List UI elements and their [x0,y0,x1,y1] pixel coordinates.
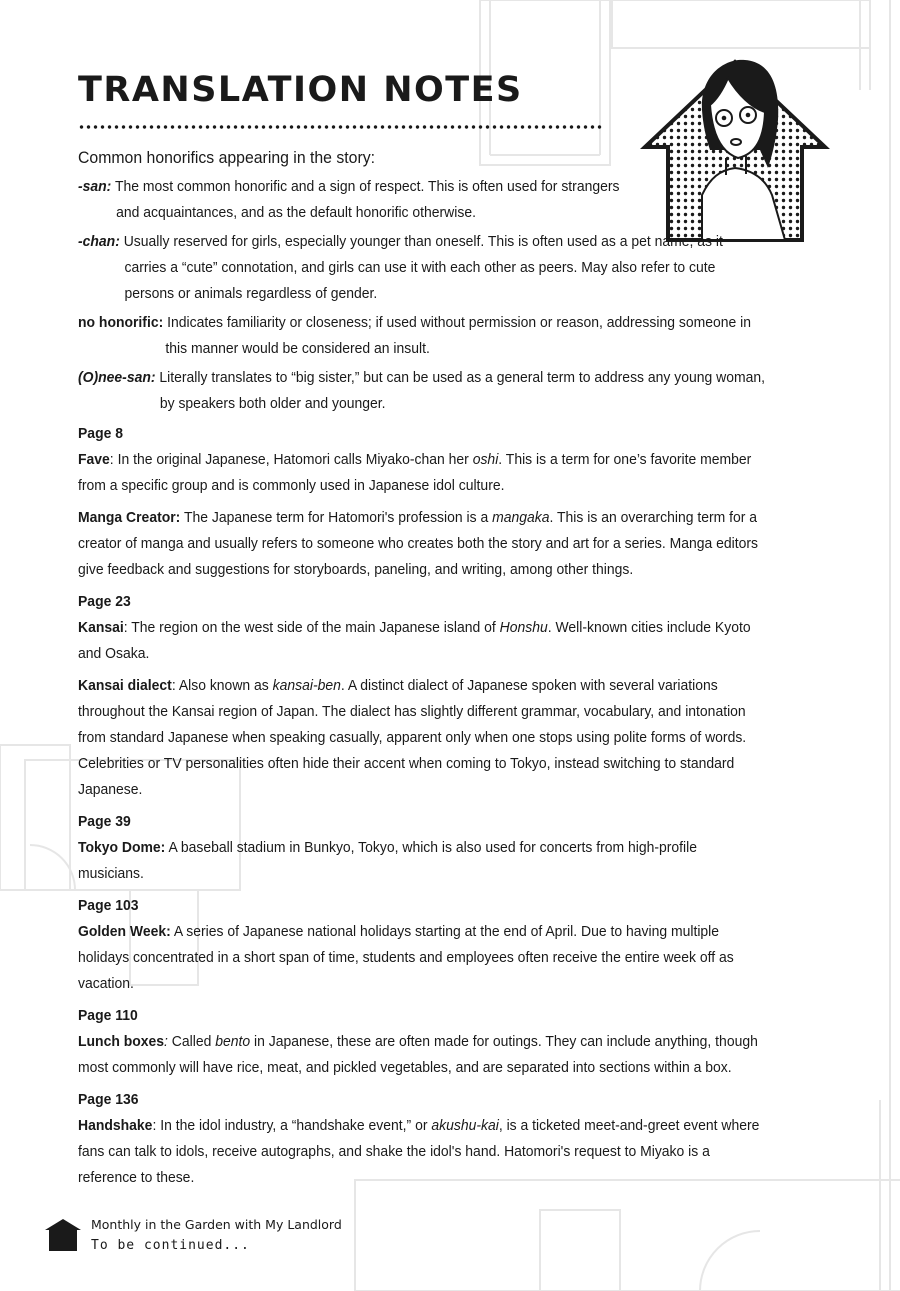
note-kansai: Kansai: The region on the west side of the main Japanese island of Honshu. Well-known cities include Kyoto and Osaka. [78,619,751,662]
section-page-39 [78,809,766,887]
to-be-continued: To be continued... [91,1238,250,1253]
section-page-136 [78,1087,766,1191]
note-manga-creator: Manga Creator: The Japanese term for Hatomori's profession is a mangaka. This is an overarching term for a creator of manga and usually refers to someone who creates both the story and art for a series. Manga editors give feedback and suggestions for storyboards, paneling, and writing, among other things. [78,509,759,578]
notes-content [78,148,766,1197]
honorific-entry [78,229,766,307]
honorific-term: (O)nee-san: [78,369,156,386]
page-label: Page 103 [78,897,139,914]
section-page-23 [78,589,766,803]
series-title: Monthly in the Garden with My Landlord [91,1217,342,1232]
dotted-divider [78,124,602,130]
note-tokyo-dome: Tokyo Dome: A baseball stadium in Bunkyo, Tokyo, which is also used for concerts from high-profile musicians. [78,839,698,882]
note-term: Kansai dialect [78,677,172,694]
note-term: Manga Creator: [78,509,181,526]
honorific-text: Usually reserved for girls, especially younger than oneself. This is often used as a pet name, as it carries a “cute” connotation, and girls can use it with each other as peers. May also refer to cute persons or animals regardless of gender. [123,233,723,302]
page-label: Page 23 [78,593,131,610]
page-label: Page 39 [78,813,131,830]
note-term: Handshake [78,1117,153,1134]
honorific-text: Indicates familiarity or closeness; if used without permission or reason, addressing someone in this manner would be considered an insult. [165,314,751,357]
page-title: TRANSLATION NOTES [78,70,523,110]
honorific-entry [78,174,632,226]
honorific-text: Literally translates to “big sister,” but can be used as a general term to address any young woman, by speakers both older and younger. [159,369,765,412]
note-term: Kansai [78,619,124,636]
honorific-entry [78,365,766,417]
honorific-term: -san: [78,178,112,195]
honorific-entry [78,310,766,362]
honorific-text: The most common honorific and a sign of respect. This is often used for strangers and acquaintances, and as the default honorific otherwise. [114,178,620,221]
note-lunch-boxes: Lunch boxes: Called bento in Japanese, these are often made for outings. They can include anything, though most commonly will have rice, meat, and pickled vegetables, and are separated into sections within a box. [78,1033,758,1076]
page-label: Page 8 [78,425,123,442]
page-label: Page 110 [78,1007,138,1024]
section-page-8 [78,421,766,583]
note-fave: Fave: In the original Japanese, Hatomori calls Miyako-chan her oshi. This is a term for one’s favorite member from a specific group and is commonly used in Japanese idol culture. [78,451,752,494]
section-page-110 [78,1003,766,1081]
note-term: Golden Week: [78,923,171,940]
honorifics-list [78,174,766,417]
section-page-103 [78,893,766,997]
note-handshake: Handshake: In the idol industry, a “handshake event,” or akushu-kai, is a ticketed meet-and-greet event where fans can talk to idols, receive autographs, and shake the idol's hand. Hatomori's request to Miyako is a reference to these. [78,1117,760,1186]
note-term: Lunch boxes [78,1033,165,1050]
honorific-term: no honorific: [78,314,164,331]
honorifics-heading: Common honorifics appearing in the story: [78,148,376,167]
note-term: Tokyo Dome: [78,839,166,856]
honorific-term: -chan: [78,233,120,250]
note-term: Fave [78,451,110,468]
page-label: Page 136 [78,1091,139,1108]
house-icon [44,1218,82,1252]
note-kansai-dialect: Kansai dialect: Also known as kansai-ben. A distinct dialect of Japanese spoken with several variations throughout the Kansai region of Japan. The dialect has slightly different grammar, vocabulary, and intonation from standard Japanese when speaking casually, apparent only when one stops using polite forms of words. Celebrities or TV personalities often hide their accent when coming to Tokyo, instead switching to standard Japanese. [78,677,747,798]
note-golden-week: Golden Week: A series of Japanese national holidays starting at the end of April. Due to having multiple holidays concentrated in a short span of time, students and employees often receive the entire week off as vacation. [78,923,734,992]
